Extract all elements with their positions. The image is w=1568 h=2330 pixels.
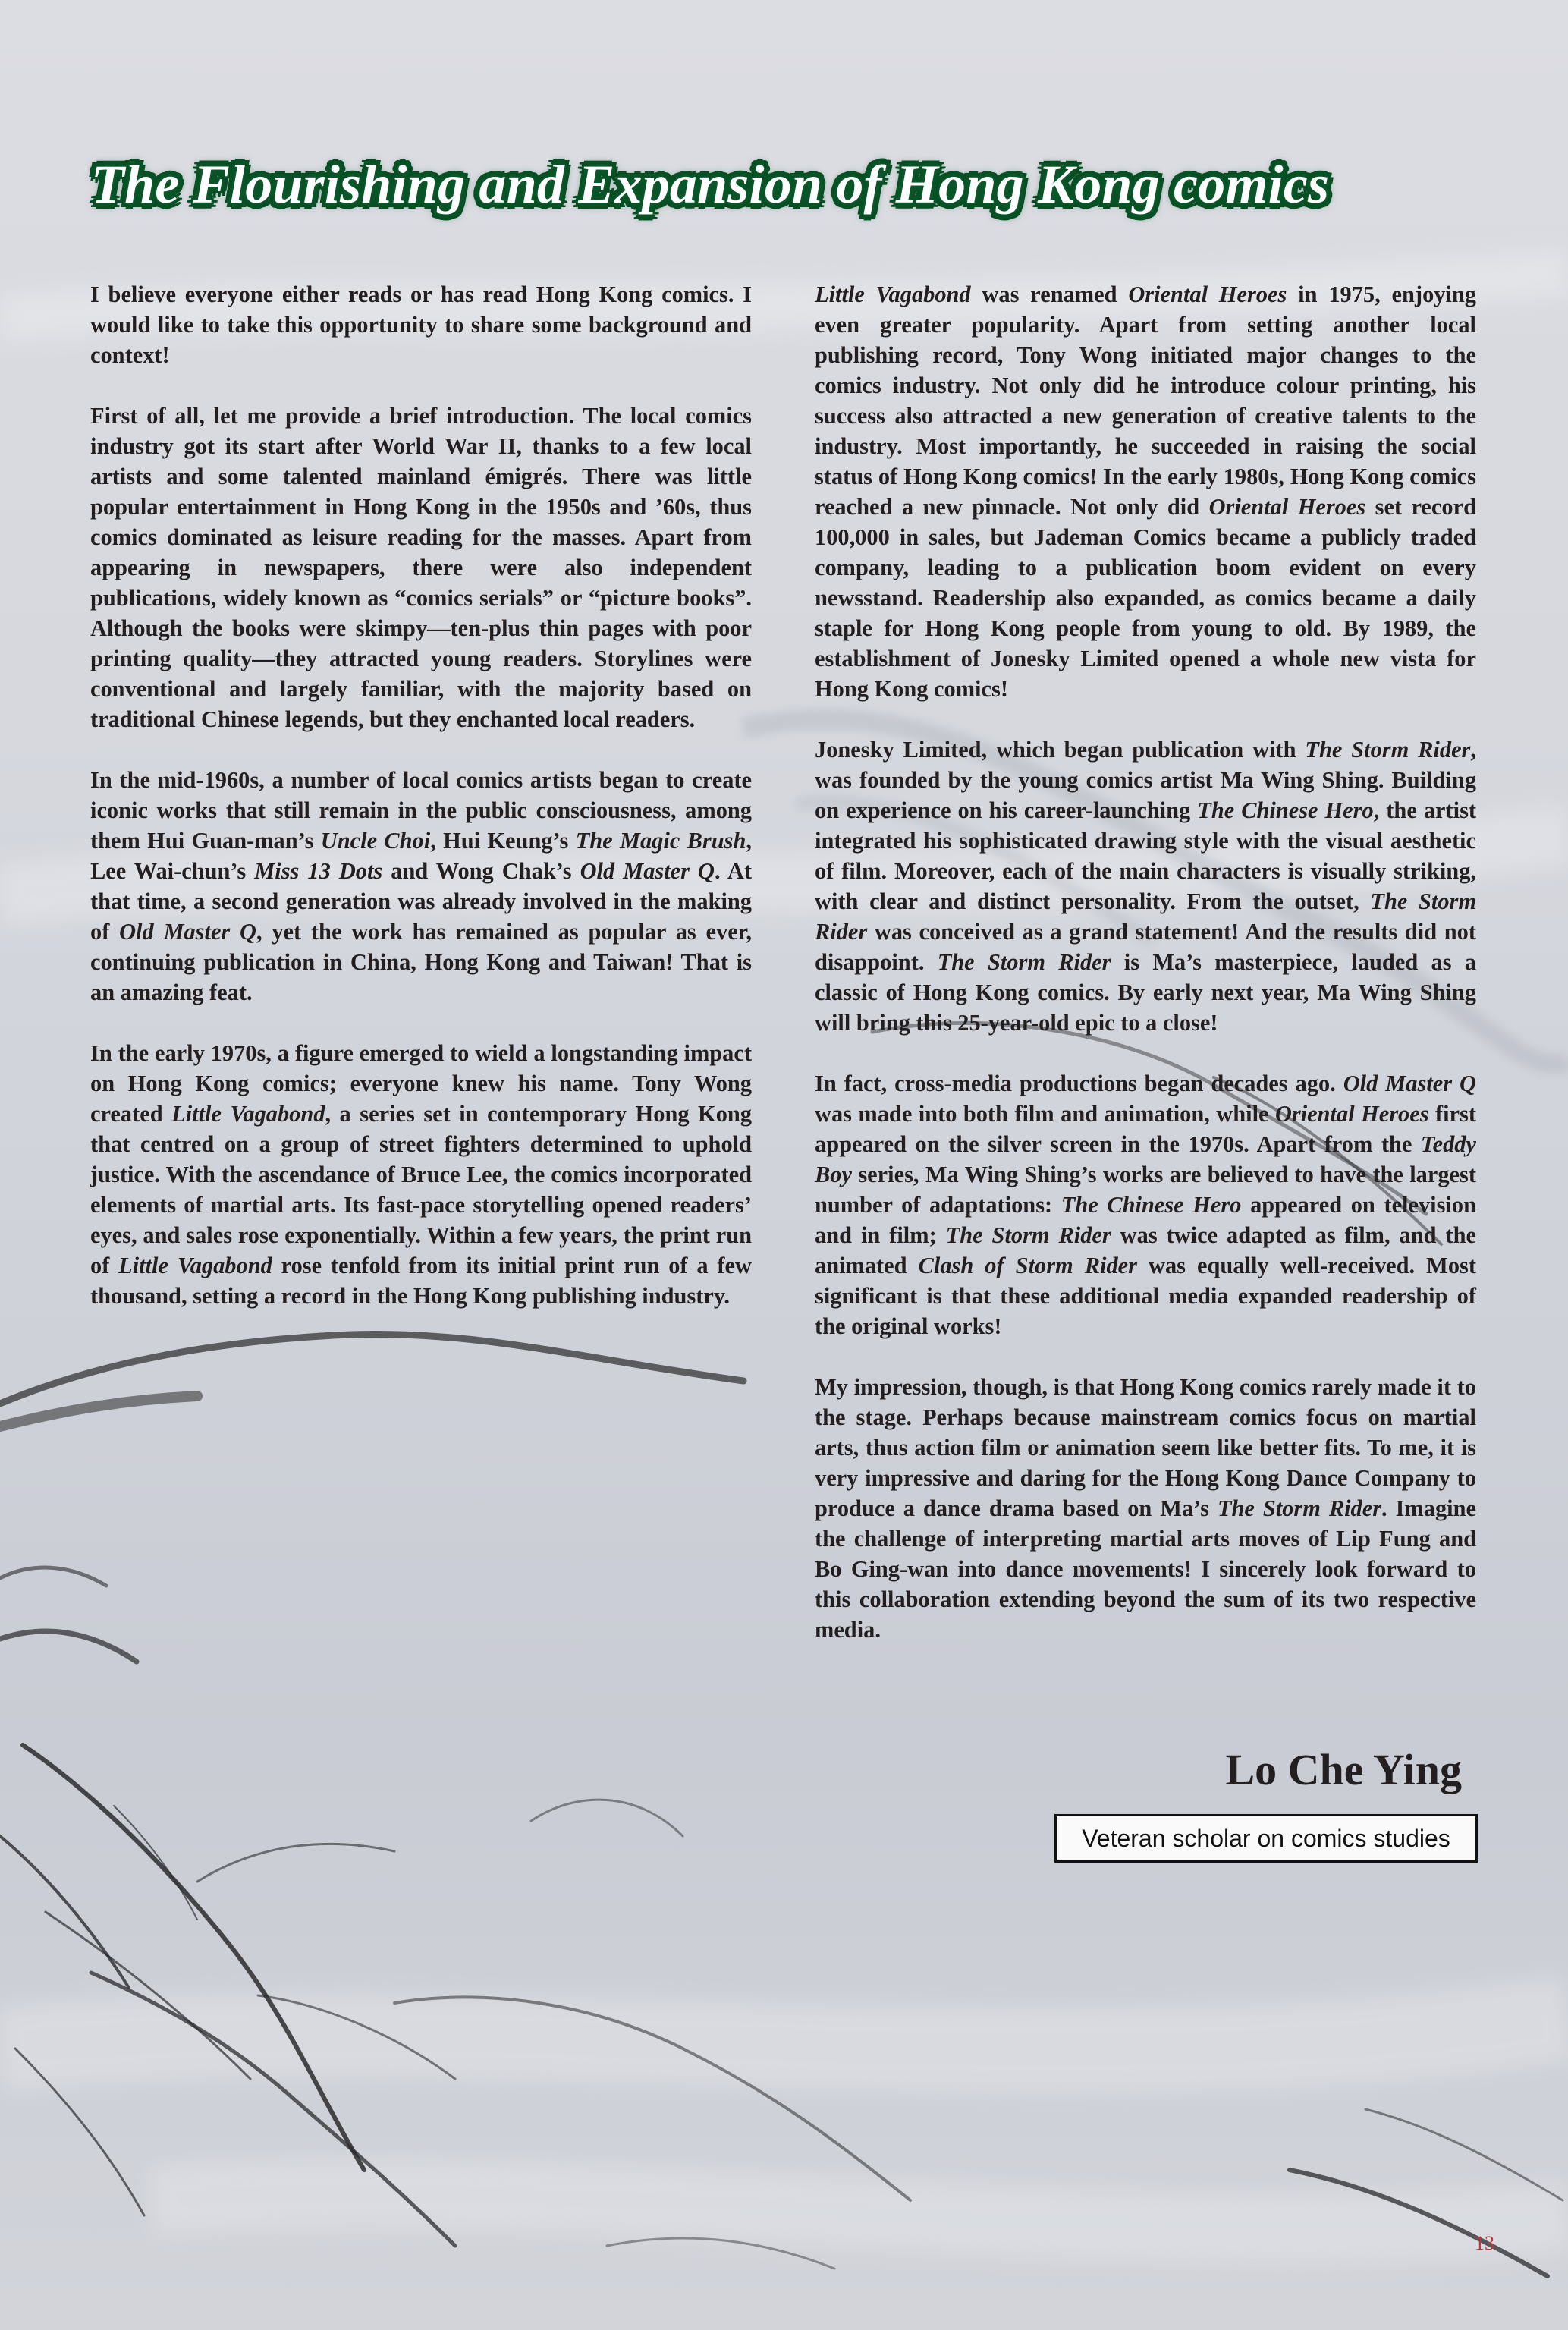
text-run: In the mid-1960s, a number of local comics artists began to create iconic works that still remain in the public consciousness, among them Hui Guan-man’s (90, 767, 752, 854)
text-run: First of all, let me provide a brief introduction. The local comics industry got its start after World War II, thanks to a few local artists and some talented mainland émigrés. There was little popular entertainment in Hong Kong in the 1950s and ’60s, thus comics dominated as leisure reading for the masses. Apart from appearing in newspapers, there were also independent publications, widely known as “comics serials” or “picture books”. Although the books were skimpy—ten-plus thin pages with poor printing quality—they attracted young readers. Storylines were conventional and largely familiar, with the majority based on traditional Chinese legends, but they enchanted local readers. (90, 403, 752, 732)
italic-title-run: Miss 13 Dots (254, 858, 383, 884)
paragraph (90, 1038, 752, 1311)
italic-title-run: The Storm Rider (937, 949, 1111, 975)
paragraph (815, 1372, 1476, 1645)
text-run: was conceived as a grand statement! And the results did not disappoint. (815, 919, 1476, 975)
italic-title-run: The Storm Rider (815, 888, 1476, 945)
text-run: . Imagine the challenge of interpreting martial arts moves of Lip Fung and Bo Ging-wan into dance movements! I sincerely look forward to this collaboration extending beyond the sum of its two respective media. (815, 1495, 1476, 1643)
text-run: appeared on television and in film; (815, 1192, 1476, 1248)
italic-title-run: The Storm Rider (945, 1222, 1111, 1248)
italic-title-run: Little Vagabond (118, 1253, 272, 1278)
italic-title-run: Little Vagabond (171, 1101, 325, 1127)
page-number: 13 (1475, 2232, 1494, 2254)
text-run: In fact, cross-media productions began decades ago. (815, 1071, 1343, 1096)
italic-title-run: The Chinese Hero (1197, 797, 1374, 823)
text-run: . At that time, a second generation was already involved in the making of (90, 858, 752, 945)
italic-title-run: Clash of Storm Rider (918, 1253, 1137, 1278)
text-run: set record 100,000 in sales, but Jademan Comics became a publicly traded company, leading to a publication boom evident on every newsstand. Readership also expanded, as comics became a daily staple for Hong Kong people from young to old. By 1989, the establishment of Jonesky Limited opened a whole new vista for Hong Kong comics! (815, 494, 1476, 702)
paragraph (815, 734, 1476, 1038)
italic-title-run: Old Master Q (580, 858, 715, 884)
author-role: Veteran scholar on comics studies (1082, 1824, 1450, 1852)
text-run: , the artist integrated his sophisticated drawing style with the visual aesthetic of film. Moreover, each of the main characters is visually striking, with clear and distinct personality. From the outset, (815, 797, 1477, 914)
author-role-box (1054, 1814, 1478, 1863)
text-run: rose tenfold from its initial print run of a few thousand, setting a record in the Hong Kong publishing industry. (90, 1253, 752, 1309)
text-run: Jonesky Limited, which began publication with (815, 737, 1306, 763)
text-run: , a series set in contemporary Hong Kong that centred on a group of street fighters determined to uphold justice. With the ascendance of Bruce Lee, the comics incorporated elements of martial arts. Its fast-pace storytelling opened readers’ eyes, and sales rose exponentially. Within a few years, the print run of (90, 1101, 752, 1278)
italic-title-run: Uncle Choi (320, 828, 431, 854)
article-title: The Flourishing and Expansion of Hong Kong comics (91, 154, 1330, 215)
italic-title-run: Oriental Heroes (1128, 281, 1287, 307)
author-name: Lo Che Ying (1225, 1745, 1462, 1794)
italic-title-run: Old Master Q (1343, 1071, 1476, 1096)
paragraph (90, 279, 752, 370)
paragraph (90, 765, 752, 1008)
text-run: In the early 1970s, a figure emerged to wield a longstanding impact on Hong Kong comics; everyone knew his name. Tony Wong created (90, 1040, 752, 1127)
text-run: , Hui Keung’s (430, 828, 576, 854)
italic-title-run: The Chinese Hero (1061, 1192, 1242, 1218)
italic-title-run: Little Vagabond (815, 281, 971, 307)
right-column (815, 279, 1476, 1675)
text-run: , was founded by the young comics artist Ma Wing Shing. Building on experience on his career-launching (815, 737, 1476, 823)
paragraph (815, 1068, 1476, 1341)
paragraph (90, 401, 752, 734)
italic-title-run: Oriental Heroes (1274, 1101, 1429, 1127)
text-run: is Ma’s masterpiece, lauded as a classic of Hong Kong comics. By early next year, Ma Wing Shing will bring this 25-year-old epic to a close! (815, 949, 1477, 1036)
text-run: My impression, though, is that Hong Kong comics rarely made it to the stage. Perhaps because mainstream comics focus on martial arts, thus action film or animation seem like better fits. To me, it is very impressive and daring for the Hong Kong Dance Company to produce a dance drama based on Ma’s (815, 1374, 1476, 1521)
text-run: , yet the work has remained as popular as ever, continuing publication in China, Hong Kong and Taiwan! That is an amazing feat. (90, 919, 752, 1005)
text-run: I believe everyone either reads or has read Hong Kong comics. I would like to take this opportunity to share some background and context! (90, 281, 752, 368)
italic-title-run: The Storm Rider (1305, 737, 1471, 763)
text-run: in 1975, enjoying even greater popularity. Apart from setting another local publishing record, Tony Wong initiated major changes to the comics industry. Not only did he introduce colour printing, his success also attracted a new generation of creative talents to the industry. Most importantly, he succeeded in raising the social status of Hong Kong comics! In the early 1980s, Hong Kong comics reached a new pinnacle. Not only did (815, 281, 1477, 520)
italic-title-run: Teddy Boy (815, 1131, 1476, 1187)
text-run: was twice adapted as film, and the animated (815, 1222, 1476, 1278)
italic-title-run: The Magic Brush (575, 828, 746, 854)
text-run: , Lee Wai-chun’s (90, 828, 752, 884)
text-run: first appeared on the silver screen in the 1970s. Apart from the (815, 1101, 1476, 1157)
text-run: was equally well-received. Most significant is that these additional media expanded readership of the original works! (815, 1253, 1477, 1339)
paragraph (815, 279, 1476, 704)
text-run: series, Ma Wing Shing’s works are believed to have the largest number of adaptations: (815, 1162, 1476, 1218)
italic-title-run: Oriental Heroes (1208, 494, 1366, 520)
text-run: was renamed (970, 281, 1129, 307)
text-run: was made into both film and animation, while (815, 1101, 1275, 1127)
text-run: and Wong Chak’s (382, 858, 580, 884)
left-column (90, 279, 752, 1341)
italic-title-run: The Storm Rider (1217, 1495, 1382, 1521)
italic-title-run: Old Master Q (119, 919, 256, 945)
